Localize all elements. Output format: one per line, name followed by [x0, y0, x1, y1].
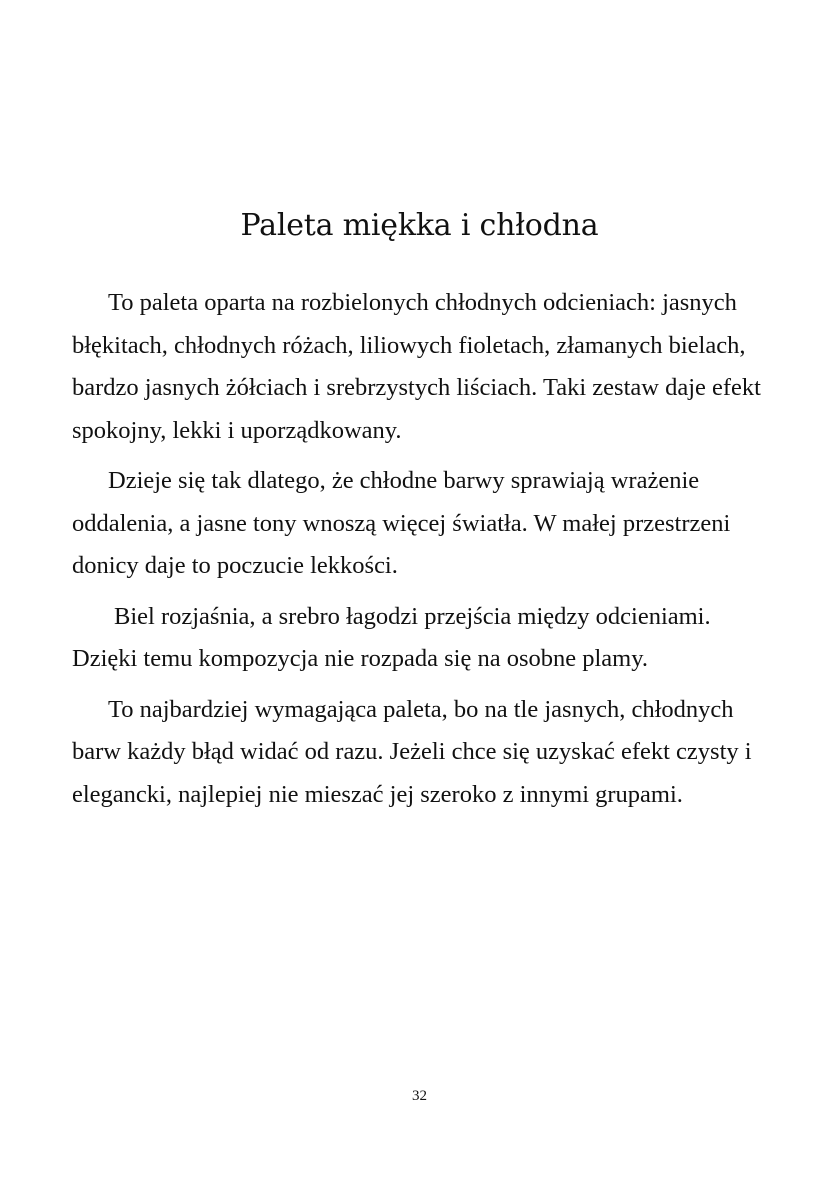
paragraph: To najbardziej wymagająca paleta, bo na tle jasnych, chłodnych barw każdy błąd widać od razu. Jeżeli chce się uzyskać efekt czysty i elegancki, najlepiej nie mieszać jej szeroko z innymi grupami. — [72, 695, 752, 808]
paragraph: Dzieje się tak dlatego, że chłodne barwy sprawiają wrażenie oddalenia, a jasne tony wnoszą więcej światła. W małej przestrzeni donicy daje to poczucie lekkości. — [72, 467, 731, 579]
page-number: 32 — [412, 1088, 427, 1104]
chapter-title: Paleta miękka i chłodna — [240, 208, 599, 243]
paragraph: To paleta oparta na rozbielonych chłodnych odcieniach: jasnych błękitach, chłodnych różach, liliowych fioletach, złamanych bielach, bardzo jasnych żółciach i srebrzystych liściach. Taki zestaw daje efekt spokojny, lekki i uporządkowany. — [72, 289, 761, 444]
body-text — [72, 282, 778, 824]
paragraph: Biel rozjaśnia, a srebro łagodzi przejścia między odcieniami. Dzięki temu kompozycja nie rozpada się na osobne plamy. — [72, 602, 711, 672]
